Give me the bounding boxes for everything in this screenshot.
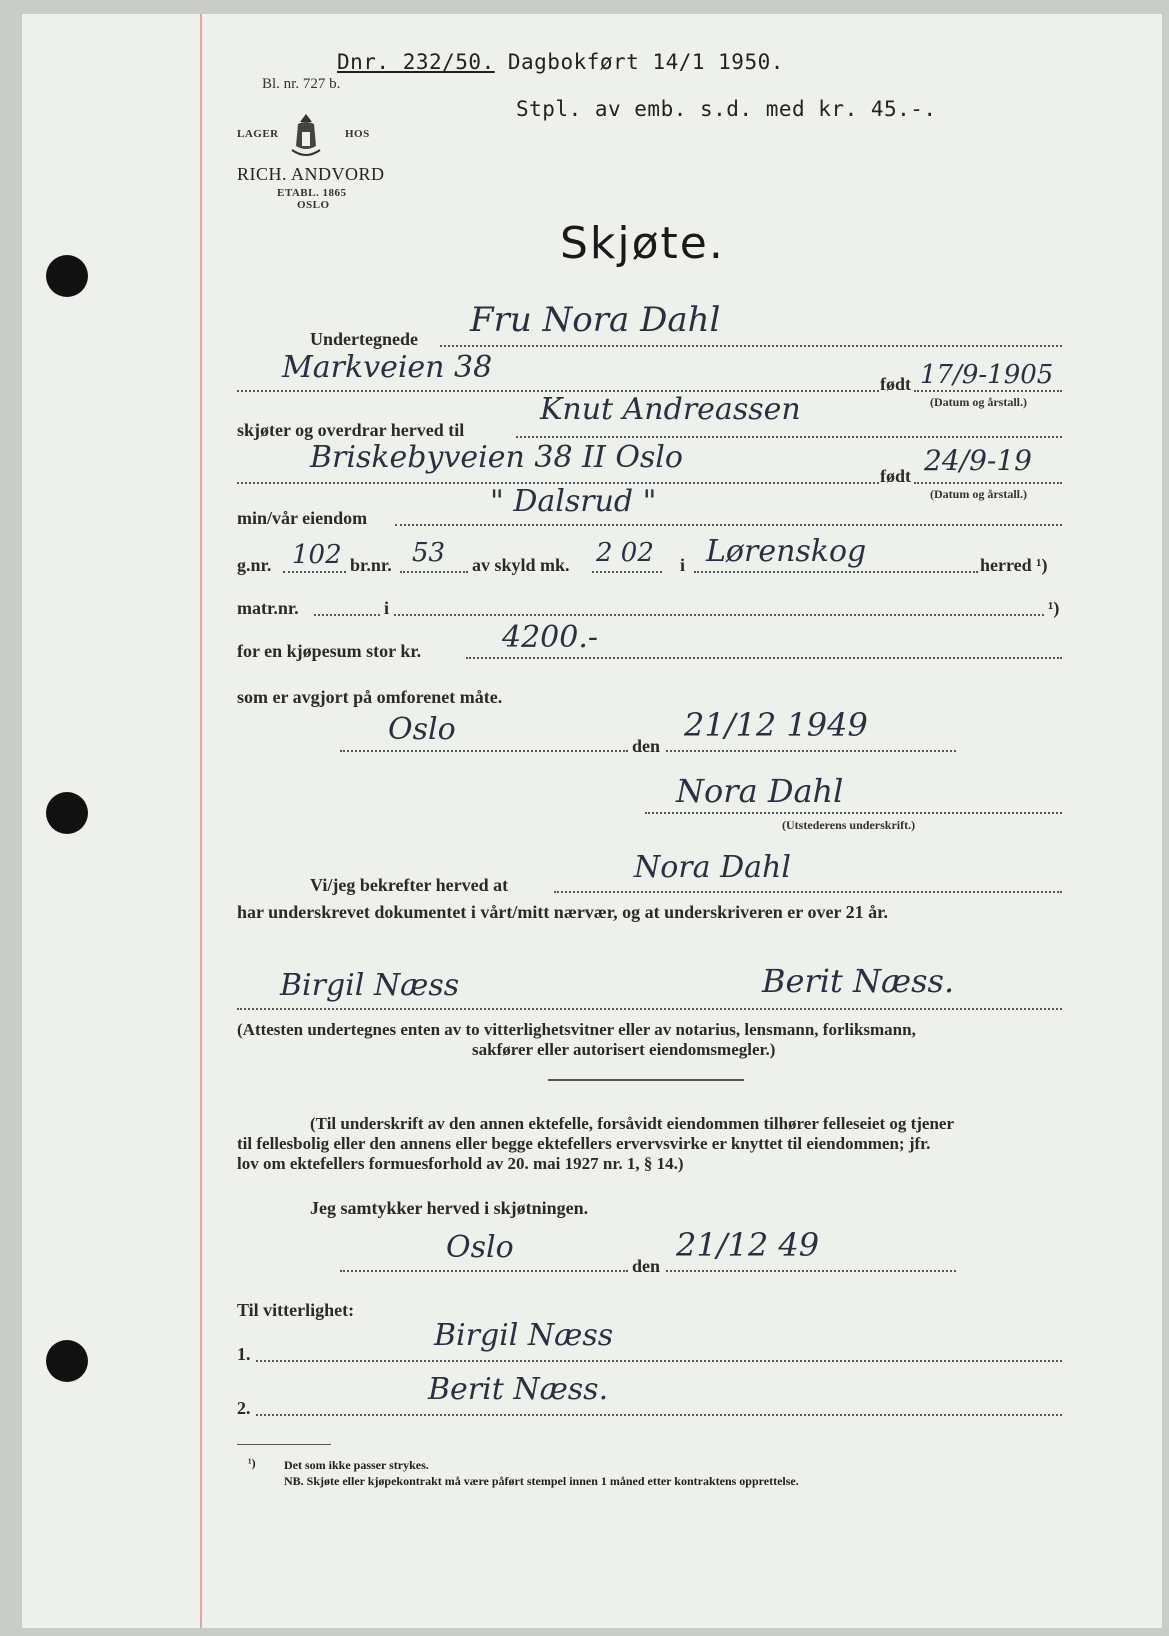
witness-2-signature: Berit Næss. xyxy=(762,962,955,1000)
witness-1-signature: Birgil Næss xyxy=(280,968,460,1003)
form-number: Bl. nr. 727 b. xyxy=(262,76,341,92)
place-1: Oslo xyxy=(388,712,456,747)
kjopesum-label: for en kjøpesum stor kr. xyxy=(237,641,422,661)
herred-value: Lørenskog xyxy=(706,534,867,569)
ektefelle-line-3: lov om ektefellers formuesforhold av 20. mai 1927 nr. 1, § 14.) xyxy=(237,1154,684,1173)
place-2: Oslo xyxy=(446,1230,514,1265)
matr-i-label: i xyxy=(384,598,390,618)
ektefelle-line-2: til fellesbolig eller den annens eller begge ektefellers ervervsvirke er knyttet til eiendommen; jfr. xyxy=(237,1134,931,1153)
kjopesum-value: 4200.- xyxy=(502,620,599,655)
fodt-label-2: født xyxy=(880,466,911,486)
date-1: 21/12 1949 xyxy=(684,706,868,744)
buyer-name: Knut Andreassen xyxy=(540,392,801,427)
seller-address: Markveien 38 xyxy=(282,350,493,385)
footnote-line-1: Det som ikke passer strykes. xyxy=(284,1458,429,1472)
matr-note: ¹) xyxy=(1048,598,1060,618)
punch-hole xyxy=(46,1340,88,1382)
fodt-label: født xyxy=(880,374,911,394)
punch-hole xyxy=(46,792,88,834)
attesten-line-2: sakfører eller autorisert eiendomsmegler.) xyxy=(472,1040,776,1059)
buyer-birthdate: 24/9-19 xyxy=(924,444,1032,477)
dnr-number: Dnr. 232/50. xyxy=(337,50,495,74)
den-label: den xyxy=(632,736,661,756)
i-label: i xyxy=(680,555,686,575)
document-title: Skjøte. xyxy=(560,218,725,269)
vitterlighet-label: Til vitterlighet: xyxy=(237,1300,355,1320)
witness-line-1-label: 1. xyxy=(237,1344,251,1364)
har-line: har underskrevet dokumentet i vårt/mitt nærvær, og at underskriveren er over 21 år. xyxy=(237,902,888,922)
seller-name: Fru Nora Dahl xyxy=(470,300,721,340)
property-name: " Dalsrud " xyxy=(490,484,657,519)
den-label-2: den xyxy=(632,1256,661,1276)
skjoter-label: skjøter og overdrar herved til xyxy=(237,420,465,440)
stamp-line: Stpl. av emb. s.d. med kr. 45.-. xyxy=(516,97,937,121)
punch-hole xyxy=(46,255,88,297)
brnr-value: 53 xyxy=(412,538,446,568)
logo-emblem-icon xyxy=(286,110,326,162)
witness-line-2-signature: Berit Næss. xyxy=(428,1372,609,1407)
attesten-line-1: (Attesten undertegnes enten av to vitterlighetsvitner eller av notarius, lensmann, forliksmann, xyxy=(237,1020,916,1039)
datum-note-2: (Datum og årstall.) xyxy=(930,487,1027,501)
buyer-address: Briskebyveien 38 II Oslo xyxy=(310,440,683,475)
samtykker-text: Jeg samtykker herved i skjøtningen. xyxy=(310,1198,589,1218)
ektefelle-line-1: (Til underskrift av den annen ektefelle, forsåvidt eiendommen tilhører felleseiet og tjener xyxy=(310,1114,955,1133)
dagbok-date: Dagbokført 14/1 1950. xyxy=(507,50,784,74)
seller-birthdate: 17/9-1905 xyxy=(920,360,1054,390)
witness-line-2-label: 2. xyxy=(237,1398,251,1418)
gnr-label: g.nr. xyxy=(237,555,272,575)
undertegnede-label: Undertegnede xyxy=(310,329,418,349)
datum-note: (Datum og årstall.) xyxy=(930,395,1027,409)
avgjort-text: som er avgjort på omforenet måte. xyxy=(237,687,503,707)
brnr-label: br.nr. xyxy=(350,555,392,575)
date-2: 21/12 49 xyxy=(676,1226,820,1264)
eiendom-label: min/vår eiendom xyxy=(237,508,368,528)
utsteder-note: (Utstederens underskrift.) xyxy=(782,818,916,832)
skyld-value: 2 02 xyxy=(596,538,654,568)
margin-line xyxy=(200,14,202,1628)
witness-line-1-signature: Birgil Næss xyxy=(434,1318,614,1353)
gnr-value: 102 xyxy=(292,540,342,570)
bekrefter-name: Nora Dahl xyxy=(634,850,791,885)
footnote-mark: ¹) xyxy=(248,1456,256,1470)
bekrefter-label: Vi/jeg bekrefter herved at xyxy=(310,875,509,895)
footnote-line-2: NB. Skjøte eller kjøpekontrakt må være påført stempel innen 1 måned etter kontraktens opprettelse. xyxy=(284,1474,799,1488)
matr-label: matr.nr. xyxy=(237,598,299,618)
seller-signature: Nora Dahl xyxy=(676,772,844,810)
herred-label: herred ¹) xyxy=(980,555,1048,575)
skyld-label: av skyld mk. xyxy=(472,555,570,575)
